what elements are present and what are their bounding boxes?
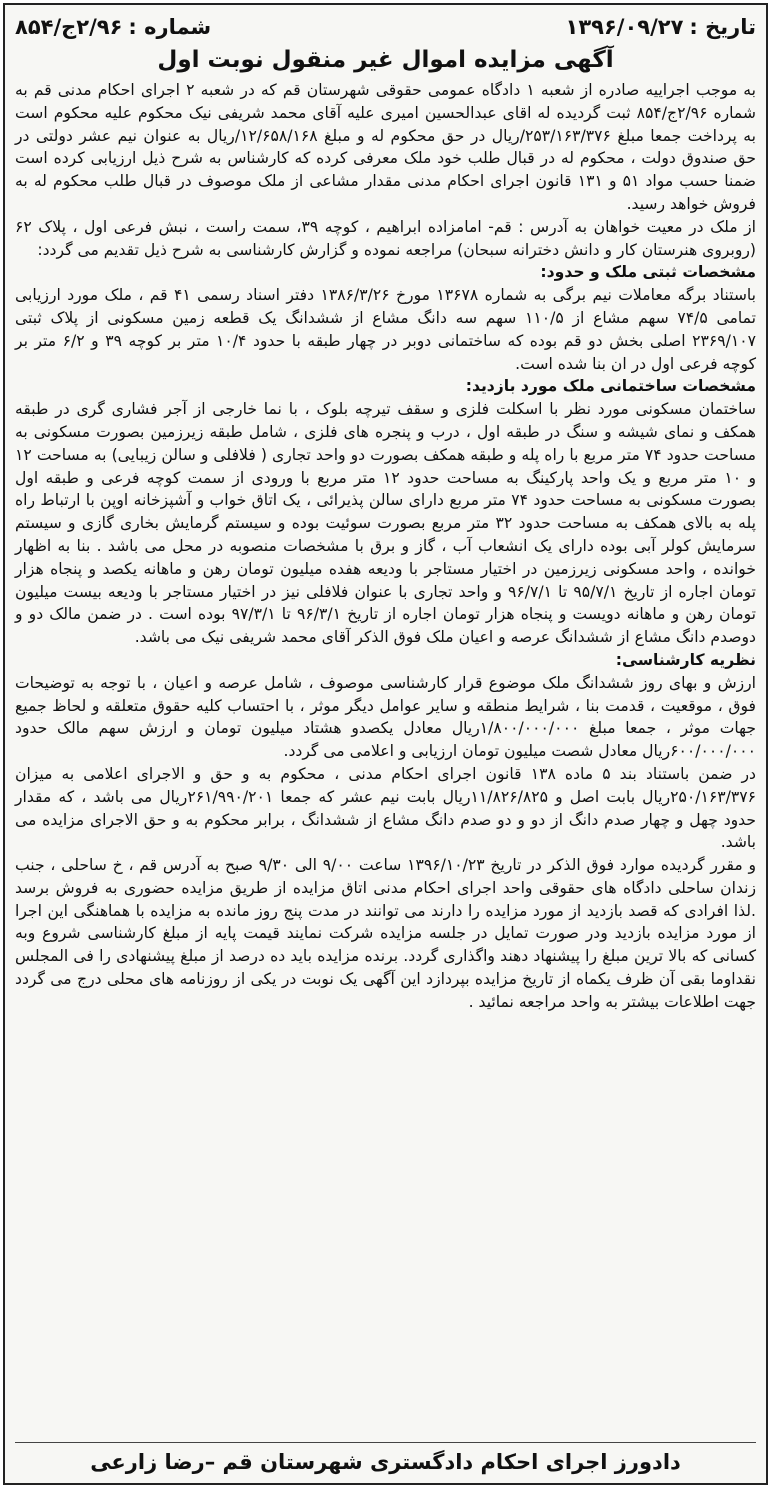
notice-header — [15, 13, 756, 41]
notice-frame — [3, 3, 768, 1485]
number-label: شماره : — [128, 15, 212, 39]
number-block — [15, 13, 211, 41]
heading-registration: مشخصات ثبتی ملک و حدود: — [540, 263, 756, 282]
number-value: ۲/۹۶ج/۸۵۴ — [15, 15, 123, 39]
date-value: ۱۳۹۶/۰۹/۲۷ — [565, 15, 684, 39]
notice-body — [15, 79, 756, 1014]
paragraph-auction-terms: و مقرر گردیده موارد فوق الذکر در تاریخ ۱۳۹۶/۱۰/۲۳ ساعت ۹/۰۰ الی ۹/۳۰ صبح به آدرس قم ، خ ساحلی ، جنب زندان ساحلی دادگاه های حقوقی واحد اجرای احکام مدنی اتاق مزایده از طریق مزایده حضوری به فروش برسد .لذا افرادی که قصد بازدید از مورد مزایده را دارند می توانند در مدت پنج روز مانده به مزایده با هماهنگی این اجرا از مورد مزایده بازدید ودر صورت تمایل در جلسه مزایده شرکت نمایند قیمت پایه از مبلغ کارشناسی شروع وبه کسانی که بالا ترین مبلغ را پیشنهاد دهند واگذاری گردد. برنده مزایده باید ده درصد از مبلغ پیشنهادی را فی المجلس نقداوما بقی آن ظرف یکماه از تاریخ مزایده بپردازد این آگهی یک نوبت در یکی از روزنامه های محلی درج می گردد جهت اطلاعات بیشتر به واحد مراجعه نمائید . — [15, 856, 756, 1011]
heading-building: مشخصات ساختمانی ملک مورد بازدید: — [465, 377, 756, 396]
paragraph-address: از ملک در معیت خواهان به آدرس : قم- امامزاده ابراهیم ، کوچه ۳۹، سمت راست ، نبش فرعی اول ، پلاک ۶۲ (روبروی هنرستان کار و دانش دخترانه سبحان) مراجعه نموده و گزارش کارشناسی به شرح ذیل تقدیم می گردد: — [15, 217, 756, 259]
heading-expert-opinion: نظریه کارشناسی: — [615, 650, 756, 669]
paragraph-intro: به موجب اجراییه صادره از شعبه ۱ دادگاه عمومی حقوقی شهرستان قم که در شعبه ۲ اجرای احکام مدنی قم به شماره ۲/۹۶ج/۸۵۴ ثبت گردیده له اقای عبدالحسین امیری علیه آقای محمد شریفی نیک محکوم علیه محکوم است به پرداخت جمعا مبلغ ۲۵۳/۱۶۳/۳۷۶/ریال در حق محکوم له و مبلغ ۱۲/۶۵۸/۱۶۸/ریال به عنوان نیم عشر دولتی در حق صندوق دولت ، محکوم له در قبال طلب خود ملک معرفی کرده که کارشناس به شرح ذیل ارزیابی کرده است ضمنا حسب مواد ۵۱ و ۱۳۱ قانون اجرای احکام مدنی مقدار مشاعی از ملک موصوف در قبال طلب محکوم له به فروش خواهد رسید. — [15, 81, 756, 213]
date-block — [566, 13, 756, 41]
paragraph-valuation: ارزش و بهای روز ششدانگ ملک موضوع قرار کارشناسی موصوف ، شامل عرصه و اعیان ، با توجه به توضیحات فوق ، موقعیت ، قدمت بنا ، شرایط منطقه و سایر عوامل دیگر موثر ، با احتساب کلیه حقوق متعلقه و لحاظ جمیع جهات موثر ، جمعا مبلغ ۱/۸۰۰/۰۰۰/۰۰۰ریال معادل یکصدو هشتاد میلیون تومان و ارزش سهم مالک حدود ۶۰۰/۰۰۰/۰۰۰ریال معادل شصت میلیون تومان ارزیابی و اعلامی می گردد. — [15, 673, 756, 761]
paragraph-share: در ضمن باستناد بند ۵ ماده ۱۳۸ قانون اجرای احکام مدنی ، محکوم به و حق و الاجرای اعلامی به میزان ۲۵۰/۱۶۳/۳۷۶ریال بابت اصل و ۱۱/۸۲۶/۸۲۵ریال بابت نیم عشر که جمعا ۲۶۱/۹۹۰/۲۰۱ریال می باشد ، که مقدار حدود چهل و چهار صدم دانگ از دو و دو صدم دانگ مشاع از ششدانگ ، برابر محکوم به و حق الاجرای مزایده می باشد. — [15, 764, 756, 852]
signature-line: دادورز اجرای احکام دادگستری شهرستان قم –رضا زارعی — [15, 1442, 756, 1477]
paragraph-registration: باستناد برگه معاملات نیم برگی به شماره ۱۳۶۷۸ مورخ ۱۳۸۶/۳/۲۶ دفتر اسناد رسمی ۴۱ قم ، ملک مورد ارزیابی تمامی ۷۴/۵ سهم مشاع از ۱۱۰/۵ سهم سه دانگ مشاع از ششدانگ یک قطعه زمین مسکونی از پلاک ثبتی ۲۳۶۹/۱۰۷ اصلی بخش دو قم بوده که ساختمانی دوبر در چهار طبقه با حدود ۱۰/۴ متر بر کوچه ۳۹ و ۶/۲ متر بر کوچه فرعی اول در ان بنا شده است. — [15, 286, 756, 373]
notice-title: آگهی مزایده اموال غیر منقول نوبت اول — [157, 47, 614, 73]
date-label: تاریخ : — [689, 15, 756, 39]
paragraph-building: ساختمان مسکونی مورد نظر با اسکلت فلزی و سقف تیرچه بلوک ، با نما خارجی از آجر فشاری گری در طبقه همکف و نمای شیشه و سنگ در طبقه اول ، درب و پنجره های فلزی ، شامل طبقه زیرزمین بصورت مسکونی به مساحت حدود ۷۴ متر مربع با راه پله و طبقه همکف بصورت دو واحد تجاری ( فلافلی و سالن زیبایی) به مساحت ۱۲ و ۱۰ متر مربع و یک واحد پارکینگ به مساحت حدود ۱۲ متر مربع با ورودی از سمت کوچه فرعی و طبقه اول بصورت مسکونی به مساحت حدود ۷۴ متر مربع دارای سالن پذیرائی ، یک اتاق خواب و آشپزخانه اوپن با ارتباط راه پله به بالای همکف به مساحت حدود ۳۲ متر مربع بصورت سوئیت بوده و سیستم گرمایش بخاری گازی و سیستم سرمایش کولر آبی بوده دارای یک انشعاب آب ، گاز و برق با مشخصات منصوبه در محل می باشد . بنا به اظهار خوانده ، واحد مسکونی زیرزمین در اختیار مستاجر با ودیعه هفده میلیون تومان رهن و ماهانه یکصد و پنجاه هزار تومان اجاره از تاریخ ۹۵/۷/۱ تا ۹۶/۷/۱ و واحد تجاری با عنوان فلافلی نیز در اختیار مستاجر با ودیعه بیست میلیون تومان رهن و ماهانه دویست و پنجاه هزار تومان اجاره از تاریخ ۹۶/۳/۱ تا ۹۷/۳/۱ بوده است . در ضمن مالک دو و دوصدم دانگ مشاع از ششدانگ عرصه و اعیان ملک فوق الذکر آقای محمد شریفی نیک می باشد. — [15, 400, 757, 647]
